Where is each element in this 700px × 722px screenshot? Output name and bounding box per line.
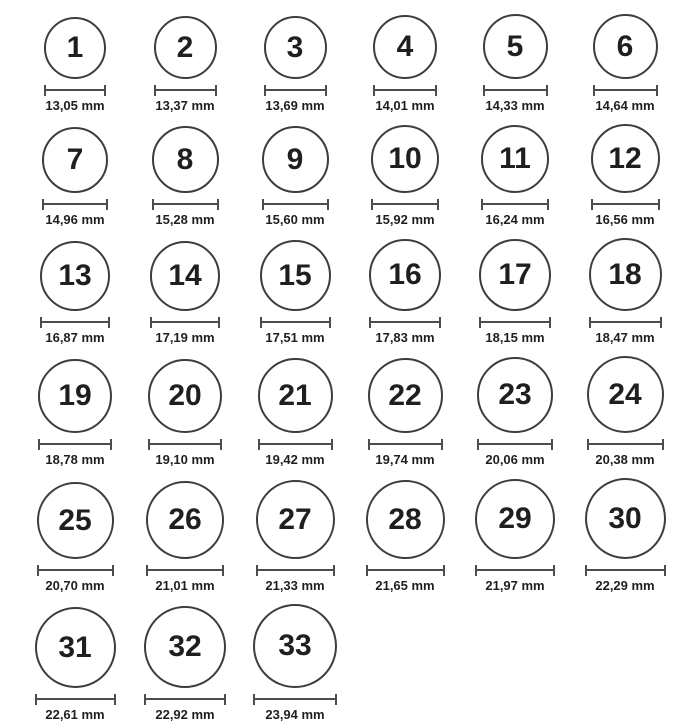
diameter-label: 14,64 mm [595,98,655,113]
ring-size-number: 33 [278,629,312,662]
diameter-measure-line [371,199,439,210]
diameter-measure-line [264,85,327,96]
ring-size-circle [256,480,335,559]
diameter-label: 17,19 mm [155,330,215,345]
diameter-measure-line [258,439,333,450]
ring-size-circle [481,125,549,193]
ring-size-cell [350,125,460,227]
ring-size-cell [460,479,570,593]
ring-size-circle [38,359,112,433]
ring-size-cell [460,14,570,113]
ring-size-circle [477,357,553,433]
diameter-label: 20,70 mm [45,578,105,593]
ring-size-cell [240,240,350,345]
ring-size-number: 12 [608,141,642,175]
ring-size-circle [369,239,441,311]
ring-size-cell [570,124,680,227]
ring-size-number: 10 [388,142,422,175]
diameter-label: 14,33 mm [485,98,545,113]
diameter-label: 22,92 mm [155,707,215,722]
ring-size-number: 32 [168,630,202,663]
ring-size-number: 19 [58,379,92,412]
ring-size-number: 17 [498,258,532,291]
diameter-label: 19,42 mm [265,452,325,467]
ring-size-cell [20,607,130,722]
diameter-label: 14,01 mm [375,98,435,113]
diameter-measure-line [369,317,441,328]
ring-size-number: 11 [499,142,531,175]
ring-size-circle [585,478,666,559]
ring-size-circle [144,606,226,688]
ring-size-number: 30 [608,501,642,535]
diameter-label: 13,37 mm [155,98,215,113]
ring-size-circle [593,14,658,79]
ring-size-cell [240,16,350,113]
diameter-measure-line [144,694,226,705]
diameter-label: 22,29 mm [595,578,655,593]
ring-size-cell [350,15,460,113]
diameter-label: 18,47 mm [595,330,655,345]
ring-size-cell [20,127,130,227]
ring-size-cell [130,606,240,722]
ring-size-circle [371,125,439,193]
diameter-label: 16,24 mm [485,212,545,227]
diameter-label: 17,51 mm [265,330,325,345]
diameter-measure-line [37,565,114,576]
ring-size-number: 18 [608,257,642,291]
ring-size-circle [152,126,219,193]
ring-size-circle [42,127,108,193]
diameter-label: 15,92 mm [375,212,435,227]
ring-size-number: 26 [168,503,202,536]
ring-size-row [20,478,680,593]
diameter-label: 15,60 mm [265,212,325,227]
diameter-measure-line [475,565,555,576]
ring-size-number: 8 [176,142,194,176]
diameter-label: 13,69 mm [265,98,325,113]
ring-size-cell [350,239,460,345]
diameter-measure-line [483,85,548,96]
ring-size-row [20,604,680,722]
ring-size-cell [570,14,680,113]
ring-size-circle [146,481,224,559]
ring-size-circle [260,240,331,311]
diameter-label: 19,10 mm [155,452,215,467]
ring-size-cell [130,16,240,113]
diameter-label: 15,28 mm [155,212,215,227]
diameter-label: 20,38 mm [595,452,655,467]
diameter-measure-line [587,439,664,450]
ring-size-number: 14 [168,259,202,292]
ring-size-circle [587,356,664,433]
ring-size-number: 13 [58,259,92,292]
ring-size-cell [570,356,680,467]
diameter-label: 19,74 mm [375,452,435,467]
ring-size-circle [258,358,333,433]
diameter-measure-line [150,317,220,328]
ring-size-cell [130,359,240,467]
ring-size-cell [130,481,240,593]
ring-size-row [20,124,680,227]
diameter-label: 22,61 mm [45,707,105,722]
diameter-measure-line [593,85,658,96]
diameter-measure-line [146,565,224,576]
ring-size-number: 20 [168,379,202,412]
diameter-label: 18,78 mm [45,452,105,467]
diameter-measure-line [152,199,219,210]
ring-size-number: 2 [176,30,194,64]
ring-size-number: 7 [66,143,84,176]
diameter-label: 21,33 mm [265,578,325,593]
ring-size-cell [350,358,460,467]
ring-size-circle [35,607,116,688]
diameter-measure-line [481,199,549,210]
ring-size-circle [148,359,222,433]
ring-size-circle [589,238,662,311]
ring-size-circle [37,482,114,559]
ring-size-number: 23 [498,378,532,411]
diameter-label: 16,56 mm [595,212,655,227]
diameter-measure-line [366,565,445,576]
ring-size-cell [460,239,570,345]
ring-size-number: 28 [388,502,422,536]
ring-size-cell [20,482,130,593]
diameter-label: 23,94 mm [265,707,325,722]
ring-size-cell [240,358,350,467]
ring-size-circle [475,479,555,559]
diameter-measure-line [148,439,222,450]
diameter-measure-line [368,439,443,450]
diameter-measure-line [479,317,551,328]
ring-size-cell [20,241,130,345]
diameter-measure-line [38,439,112,450]
diameter-measure-line [40,317,110,328]
ring-size-number: 4 [396,30,414,63]
diameter-label: 13,05 mm [45,98,105,113]
ring-size-number: 5 [506,29,524,63]
ring-size-cell [240,126,350,227]
ring-size-circle [483,14,548,79]
ring-size-circle [253,604,337,688]
ring-size-cell [130,241,240,345]
ring-size-cell [20,17,130,113]
diameter-label: 18,15 mm [485,330,545,345]
ring-size-cell [20,359,130,467]
diameter-label: 21,97 mm [485,578,545,593]
ring-size-cell [460,357,570,467]
ring-size-circle [154,16,217,79]
ring-size-number: 21 [278,378,312,412]
ring-size-number: 31 [58,630,92,664]
ring-size-number: 27 [278,502,312,536]
ring-size-number: 29 [498,502,532,535]
ring-size-cell [240,480,350,593]
ring-size-number: 24 [608,377,642,411]
ring-size-cell [570,238,680,345]
ring-size-circle [264,16,327,79]
diameter-label: 21,01 mm [155,578,215,593]
ring-size-circle [373,15,437,79]
diameter-measure-line [42,199,108,210]
ring-size-row [20,14,680,113]
ring-size-circle [366,480,445,559]
ring-size-number: 22 [388,378,422,412]
diameter-measure-line [35,694,116,705]
ring-size-circle [40,241,110,311]
diameter-label: 17,83 mm [375,330,435,345]
ring-size-cell [350,480,460,593]
ring-size-circle [368,358,443,433]
ring-size-cell [570,478,680,593]
ring-size-circle [44,17,106,79]
ring-size-number: 15 [278,258,312,292]
ring-size-cell [130,126,240,227]
diameter-measure-line [260,317,331,328]
ring-size-number: 6 [616,29,634,63]
ring-size-row [20,238,680,345]
ring-size-circle [591,124,660,193]
ring-size-number: 1 [66,31,84,64]
diameter-measure-line [262,199,329,210]
diameter-measure-line [253,694,337,705]
ring-size-circle [150,241,220,311]
diameter-label: 21,65 mm [375,578,435,593]
diameter-measure-line [477,439,553,450]
ring-size-cell [240,604,350,722]
ring-size-number: 3 [286,30,304,64]
ring-size-number: 9 [286,142,304,176]
diameter-measure-line [373,85,437,96]
diameter-measure-line [256,565,335,576]
diameter-measure-line [154,85,217,96]
diameter-measure-line [591,199,660,210]
ring-size-circle [479,239,551,311]
ring-size-number: 16 [388,258,422,291]
ring-size-row [20,356,680,467]
diameter-measure-line [589,317,662,328]
ring-size-number: 25 [58,503,92,537]
diameter-label: 16,87 mm [45,330,105,345]
ring-size-circle [262,126,329,193]
ring-size-cell [460,125,570,227]
diameter-label: 20,06 mm [485,452,545,467]
diameter-measure-line [585,565,666,576]
diameter-measure-line [44,85,106,96]
diameter-label: 14,96 mm [45,212,105,227]
